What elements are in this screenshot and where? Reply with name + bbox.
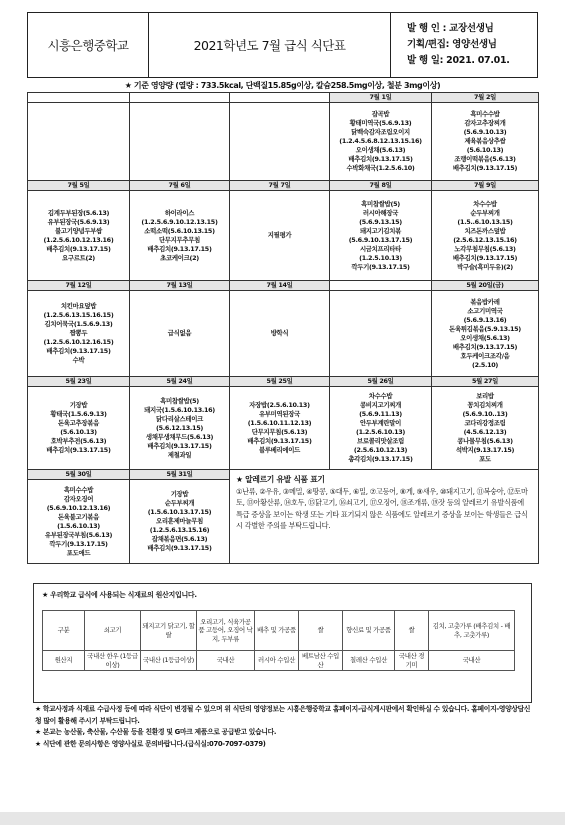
menu-item: 총각김치(9.13.17.15) bbox=[348, 455, 413, 463]
menu-item: 배추김치(9.13.17.15) bbox=[247, 437, 312, 445]
menu-item: 닭백숙감자조림오이지 bbox=[351, 128, 410, 136]
sheet-header bbox=[27, 12, 538, 78]
menu-item: 잡채볶음면(5.6.13) bbox=[151, 535, 208, 543]
menu-item: 방학식 bbox=[270, 329, 289, 337]
menu-item: 돈육불고기볶음 bbox=[57, 512, 100, 521]
menu-item: (1.5.6.10.13.17.15) bbox=[147, 508, 212, 516]
menu-item: 순두부찌개 bbox=[470, 208, 500, 217]
menu-item: (5.6.9.10.13) bbox=[463, 128, 507, 136]
note-item: ★ 식단에 관한 문의사항은 영양사실로 문의바랍니다.(급식실:070-7097-0379) bbox=[35, 739, 266, 748]
day-menu bbox=[28, 103, 130, 181]
origin-value: 칠레산 수입산 bbox=[343, 651, 395, 671]
day-label: 7월 8일 bbox=[330, 181, 432, 191]
menu-item: 치킨마요덮밥 bbox=[60, 302, 97, 310]
menu-item: (5.6.9.10..13) bbox=[462, 410, 508, 418]
day-menu bbox=[330, 291, 432, 377]
menu-item: 닭다리살스테이크 bbox=[156, 414, 203, 423]
menu-item: 시금치프리타타 bbox=[359, 244, 402, 253]
sheet-title: 2021학년도 7월 급식 식단표 bbox=[149, 13, 391, 77]
note-item: ★ 학교사정과 식재료 수급사정 등에 따라 식단이 변경될 수 있으며 위 식단의 영양정보는 시흥은행중학교 홈페이지-급식게시판에서 확인하실 수 있습니다. 홈페이지-영양상담신청 많이 활용해 주시기 부탁드립니다. bbox=[35, 705, 531, 725]
menu-item: 배추김치(9.13.17.15) bbox=[348, 155, 413, 163]
menu-item: (5.6.9.13.15) bbox=[359, 217, 402, 226]
menu-item: 치즈돈까스덮밥 bbox=[464, 226, 506, 235]
menu-item: 볶음밥카레 bbox=[470, 297, 500, 306]
menu-item: 러시아해장국 bbox=[362, 208, 399, 217]
menu-item: 오이생채(5.6.13) bbox=[355, 146, 406, 154]
menu-calendar bbox=[27, 92, 539, 564]
menu-item: 흑미수수밥 bbox=[470, 110, 500, 118]
menu-item: 코다리강정조림 bbox=[464, 419, 506, 427]
menu-item: 흑미찹쌀밥(5) bbox=[361, 199, 400, 208]
menu-item: (1.2.5.6.9.10.12.13.15) bbox=[141, 217, 218, 226]
origin-value: 국내산 한우 (1등급이상) bbox=[85, 651, 141, 671]
menu-item: 기장밥 bbox=[170, 490, 189, 498]
menu-item: (1.5.6.10.11.12.13) bbox=[247, 419, 312, 427]
menu-item: 유부된장국부침(5.6.13) bbox=[44, 530, 113, 539]
allergy-title: ★ 알레르기 유발 식품 표기 bbox=[236, 475, 325, 484]
origin-value: 국내산 bbox=[197, 651, 255, 671]
menu-item: (5.6.9.11.13) bbox=[359, 410, 402, 418]
menu-item: (5.6.12.13.15) bbox=[156, 423, 203, 432]
menu-item: 김계두부된장(5.6.13) bbox=[47, 208, 110, 217]
menu-item: 배추김치(9.13.17.15) bbox=[452, 164, 518, 172]
menu-item: 감자오징어 bbox=[63, 494, 94, 503]
origin-value: 원산지 bbox=[43, 651, 85, 671]
menu-item: (1.2.5.6.13.15.16.15) bbox=[43, 311, 114, 319]
origin-header: 구분 bbox=[43, 611, 85, 651]
menu-item: 돼지국(1.5.6.10.13.16) bbox=[144, 405, 215, 414]
menu-item: (1.2.5.6.10.12.16.15) bbox=[43, 338, 114, 346]
menu-item: (4.5.6.12.13) bbox=[463, 428, 507, 436]
day-menu bbox=[330, 191, 432, 281]
menu-item: 생채무생채무드(5.6.13) bbox=[145, 432, 214, 441]
origin-value: 러시아 수입산 bbox=[255, 651, 299, 671]
menu-item: 김치어묵국(1.5.6.9.13) bbox=[44, 320, 113, 328]
menu-item: 블루베리에이드 bbox=[258, 446, 301, 454]
allergy-text: ①난류, ②우유, ③메밀, ④땅콩, ⑤대두, ⑥밀, ⑦고등어, ⑧게, ⑨새우, ⑩돼지고기, ⑪복숭아, ⑫토마토, ⑬아황산류, ⑭호두, ⑮닭고기, ⑯쇠고기, ⑰오징어, ⑱조개류, ⑲잣 등의 알레르기 유발식품에 특급 증상을 보이는 학생 또는 기타 표기되지 않은 식품에도 알레르기 증상을 보이는 학생들은 급식 시 각별한 주의를 부탁드립니다. bbox=[236, 486, 528, 530]
day-label: 7월 12일 bbox=[28, 281, 130, 291]
day-menu bbox=[330, 103, 432, 181]
menu-item: 흑미찹쌀밥(5) bbox=[160, 396, 199, 405]
day-menu bbox=[432, 191, 539, 281]
menu-item: 오이생채(5.6.13) bbox=[460, 333, 510, 342]
day-menu bbox=[230, 387, 330, 470]
menu-item: 자장밥(2.5.6.10.13) bbox=[249, 401, 310, 409]
menu-item: 배추김치(9.13.17.15) bbox=[147, 441, 212, 450]
menu-item: 배추김치(9.13.17.15) bbox=[46, 244, 111, 253]
day-label: 7월 6일 bbox=[130, 181, 230, 191]
day-label: 7월 14일 bbox=[230, 281, 330, 291]
menu-item: 흑미수수밥 bbox=[63, 485, 94, 494]
menu-item: 짬뽕두 bbox=[69, 329, 88, 337]
day-menu bbox=[130, 387, 230, 470]
menu-item: (2.5.6.10.12.13) bbox=[353, 446, 408, 454]
day-label: 5월 26일 bbox=[330, 377, 432, 387]
menu-item: 콩비지고기찌개 bbox=[359, 401, 402, 409]
menu-item: 기장밥 bbox=[69, 401, 88, 409]
menu-item: (5.6.9.10.12.13.16) bbox=[46, 503, 111, 512]
day-menu bbox=[130, 191, 230, 281]
menu-item: 안두부계란말이 bbox=[359, 419, 402, 427]
day-menu bbox=[432, 291, 539, 377]
origin-intro: ★ 우리학교 급식에 사용되는 식재료의 원산지입니다. bbox=[42, 591, 197, 599]
menu-item: (2.5.6.12.13.15.16) bbox=[453, 235, 517, 244]
menu-item: 수박화채국(1.2.5.6.10) bbox=[346, 164, 415, 172]
menu-item: 하이라이스 bbox=[164, 208, 195, 217]
menu-item: (2.5.10) bbox=[471, 360, 499, 369]
menu-item: 수박 bbox=[72, 356, 85, 364]
day-label: 5월 31일 bbox=[130, 470, 230, 480]
menu-item: 배추김치(9.13.17.15) bbox=[46, 347, 111, 355]
menu-item: 황태국(1.5.6.9.13) bbox=[50, 410, 107, 418]
menu-item: 호박부추전(5.6.13) bbox=[50, 437, 107, 445]
day-label: 5월 25일 bbox=[230, 377, 330, 387]
menu-item: 제육볶음상추쌈 bbox=[464, 137, 506, 145]
menu-item: 제철과일 bbox=[167, 450, 192, 459]
origin-header: 배추 및 가공품 bbox=[255, 611, 299, 651]
day-label bbox=[130, 93, 230, 103]
day-menu bbox=[432, 387, 539, 470]
menu-item: 콩나물무침(5.6.13) bbox=[457, 437, 513, 445]
menu-item: (5.6.9.13.16) bbox=[463, 315, 507, 324]
menu-item: 브로콜리맛살조림 bbox=[357, 437, 404, 445]
bottom-bar bbox=[0, 812, 565, 825]
day-label: 7월 5일 bbox=[28, 181, 130, 191]
menu-item: (1.2.5.10.13) bbox=[359, 253, 402, 262]
origin-value: 국내산 경기미 bbox=[395, 651, 429, 671]
day-menu bbox=[330, 387, 432, 470]
menu-item: (1.2.5.6.10.12.13.16) bbox=[43, 235, 114, 244]
origin-section bbox=[33, 583, 532, 703]
day-menu bbox=[28, 480, 130, 564]
origin-header: 쌀 bbox=[299, 611, 343, 651]
menu-item: 포도 bbox=[479, 455, 491, 463]
menu-item: 급식없음 bbox=[167, 329, 192, 337]
day-label: 7월 7일 bbox=[230, 181, 330, 191]
day-label: 7월 2일 bbox=[432, 93, 539, 103]
menu-item: 차수수밥 bbox=[473, 199, 497, 208]
origin-value: 베트남산 수입산 bbox=[299, 651, 343, 671]
day-menu bbox=[130, 480, 230, 564]
menu-item: 감자고추장찌개 bbox=[464, 119, 506, 127]
day-label: 5월 23일 bbox=[28, 377, 130, 387]
menu-item: 꽁치김치찌개 bbox=[467, 401, 503, 409]
day-label bbox=[28, 93, 130, 103]
day-menu bbox=[230, 291, 330, 377]
menu-item: 보리밥 bbox=[476, 392, 494, 400]
menu-item: 지필평가 bbox=[267, 231, 292, 239]
day-label: 5월 30일 bbox=[28, 470, 130, 480]
menu-item: 호두케이크조각/음 bbox=[460, 351, 510, 360]
day-label: 5월 20일(금) bbox=[432, 281, 539, 291]
day-menu bbox=[432, 103, 539, 181]
origin-value: 국내산 (1등급이상) bbox=[141, 651, 197, 671]
menu-item: 깍두기(9.13.17.15) bbox=[49, 539, 108, 548]
school-name: 시흥은행중학교 bbox=[28, 13, 149, 77]
menu-item: 배추김치(9.13.17.15) bbox=[452, 253, 518, 262]
menu-item: 배추김치(9.13.17.15) bbox=[452, 342, 518, 351]
menu-item: 돈육고추장볶음 bbox=[57, 419, 100, 427]
menu-item: 석박지(9.13.17.15) bbox=[455, 446, 515, 454]
menu-item: (5.6.9.10.13.17.15) bbox=[348, 235, 413, 244]
menu-item: (1.2.4.5.6.8.12.13.15.16) bbox=[339, 137, 422, 145]
menu-item: 소고기미역국 bbox=[467, 306, 503, 315]
menu-item: (5.6.10.13) bbox=[60, 428, 97, 436]
menu-item: 잡곡밥 bbox=[371, 110, 390, 118]
menu-item: 돼지고기김치볶 bbox=[359, 226, 402, 235]
menu-sheet bbox=[27, 8, 538, 808]
menu-item: (1.2.5.6.10.13) bbox=[355, 428, 406, 436]
day-menu bbox=[28, 387, 130, 470]
menu-item: 포도애드 bbox=[66, 548, 91, 557]
menu-item: 돈육튀김볶음(5.9.13.15) bbox=[449, 324, 521, 333]
day-label: 5월 24일 bbox=[130, 377, 230, 387]
menu-item: 조랭이떡볶음(5.6.13) bbox=[454, 155, 516, 163]
menu-item: 노각무침무침(5.6.13) bbox=[454, 244, 516, 253]
day-menu bbox=[28, 291, 130, 377]
origin-table bbox=[42, 610, 515, 671]
day-label: 7월 9일 bbox=[432, 181, 539, 191]
menu-item: 단무지무침(5.6.13) bbox=[251, 428, 308, 436]
day-menu bbox=[230, 191, 330, 281]
day-menu bbox=[28, 191, 130, 281]
menu-item: 소떡소떡(5.6.10.13.15) bbox=[144, 226, 215, 235]
nutrition-standard: ★ 기준 영양량 (열량 : 733.5kcal, 단백질15.85g이상, 칼슘258.5mg이상, 철분 3mg이상) bbox=[124, 81, 441, 90]
menu-item: 배추김치(9.13.17.15) bbox=[147, 244, 212, 253]
menu-item: (5.6.10.13) bbox=[466, 146, 504, 154]
menu-item: 불고기양념두부쌈 bbox=[55, 226, 102, 235]
origin-header: 쇠고기 bbox=[85, 611, 141, 651]
origin-value: 국내산 bbox=[429, 651, 515, 671]
menu-item: 깍두기(9.13.17.15) bbox=[351, 262, 410, 271]
day-menu bbox=[230, 103, 330, 181]
menu-item: (1.5.6.10.13) bbox=[57, 521, 100, 530]
menu-item: 오리훈제마늘무침 bbox=[156, 517, 203, 525]
menu-item: 배추김치(9.13.17.15) bbox=[147, 544, 212, 552]
menu-item: 순두부찌개 bbox=[164, 499, 195, 507]
origin-header: 쌀 bbox=[395, 611, 429, 651]
publisher: 발 행 인 : 교장선생님 bbox=[407, 23, 494, 34]
day-label bbox=[230, 93, 330, 103]
day-label bbox=[330, 281, 432, 291]
menu-item: 요구르트(2) bbox=[62, 253, 95, 262]
menu-item: (1.2.5.6.13.15.16) bbox=[149, 526, 210, 534]
menu-item: 초코케이크(2) bbox=[160, 253, 199, 262]
menu-item: 박구슬(흑미두유)(2) bbox=[457, 262, 513, 271]
menu-item: 황태미역국(5.6.9.13) bbox=[349, 119, 412, 127]
day-menu bbox=[130, 291, 230, 377]
menu-item: 단무지무추무침 bbox=[158, 235, 201, 244]
menu-item: 배추김치(9.13.17.15) bbox=[46, 446, 111, 454]
notes bbox=[35, 704, 535, 750]
editor: 기획/편집: 영양선생님 bbox=[407, 39, 497, 50]
origin-header: 오리고기, 식육가공품 고등어, 오징어 낙지, 두부류 bbox=[197, 611, 255, 651]
note-item: ★ 본교는 농산물, 축산물, 수산물 등을 친환경 및 G마크 제품으로 공급받고 있습니다. bbox=[35, 728, 277, 736]
origin-header: 김치, 고춧가루 (배추김치 - 배추, 고춧가루) bbox=[429, 611, 515, 651]
allergy-notice bbox=[230, 470, 539, 564]
origin-header: 돼지고기 닭고기, 할랄 bbox=[141, 611, 197, 651]
menu-item: (1.5..6.10.13.15) bbox=[457, 217, 513, 226]
origin-header: 향신료 및 가공품 bbox=[343, 611, 395, 651]
publication-info bbox=[391, 13, 537, 77]
day-label: 7월 1일 bbox=[330, 93, 432, 103]
menu-item: 유부된장국(5.6.9.13) bbox=[47, 217, 110, 226]
menu-item: 유부미역된장국 bbox=[258, 410, 301, 418]
menu-item: 차수수밥 bbox=[368, 392, 393, 400]
day-label: 7월 13일 bbox=[130, 281, 230, 291]
day-menu bbox=[130, 103, 230, 181]
day-label: 5월 27일 bbox=[432, 377, 539, 387]
publish-date: 발 행 일: 2021. 07.01. bbox=[407, 55, 510, 66]
